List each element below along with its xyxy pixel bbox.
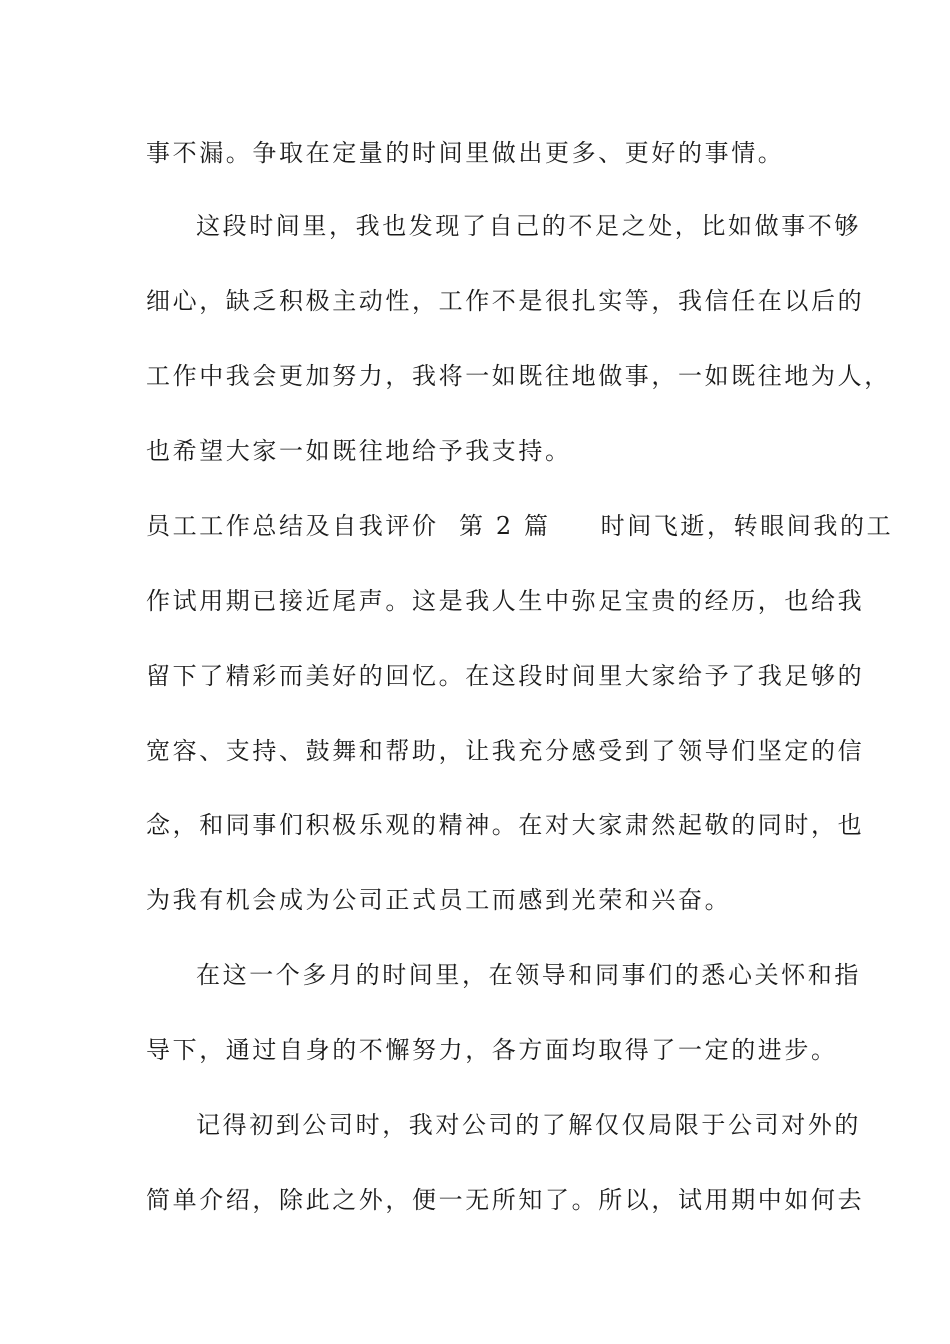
paragraph-first-line: 记得初到公司时，我对公司的了解仅仅局限于公司对外的	[196, 1111, 861, 1139]
text-line: 为我有机会成为公司正式员工而感到光荣和兴奋。	[146, 886, 732, 914]
text-line: 简单介绍，除此之外，便一无所知了。所以，试用期中如何去	[146, 1186, 865, 1214]
text-line: 导下，通过自身的不懈努力，各方面均取得了一定的进步。	[146, 1036, 838, 1064]
paragraph-first-line: 在这一个多月的时间里，在领导和同事们的悉心关怀和指	[196, 961, 861, 989]
text-line: 细心，缺乏积极主动性，工作不是很扎实等，我信任在以后的	[146, 287, 865, 315]
text-line: 留下了精彩而美好的回忆。在这段时间里大家给予了我足够的	[146, 662, 865, 690]
text-line: 事不漏。争取在定量的时间里做出更多、更好的事情。	[146, 139, 785, 167]
text-line: 作试用期已接近尾声。这是我人生中弥足宝贵的经历，也给我	[146, 587, 865, 615]
text-line: 念，和同事们积极乐观的精神。在对大家肃然起敬的同时，也	[146, 811, 865, 839]
section-heading-line	[146, 511, 893, 541]
text-line: 也希望大家一如既往地给予我支持。	[146, 437, 572, 465]
section-first-line: 时间飞逝，转眼间我的工	[600, 512, 894, 540]
paragraph-first-line: 这段时间里，我也发现了自己的不足之处，比如做事不够	[196, 212, 861, 240]
text-line: 宽容、支持、鼓舞和帮助，让我充分感受到了领导们坚定的信	[146, 737, 865, 765]
section-heading: 员工工作总结及自我评价 第 2 篇	[146, 512, 551, 540]
text-line: 工作中我会更加努力，我将一如既往地做事，一如既往地为人，	[146, 362, 891, 390]
